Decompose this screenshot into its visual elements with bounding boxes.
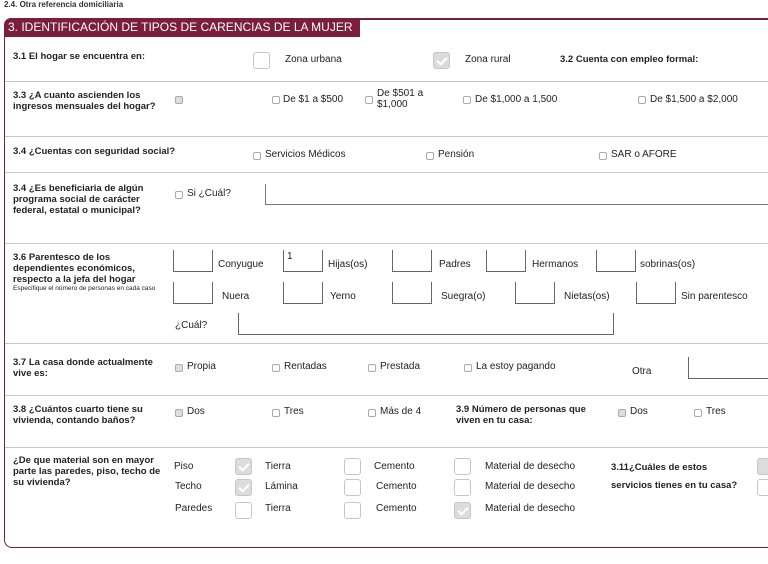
income-option-1: De $1 a $500 [283,94,344,105]
which-label: ¿Cuál? [175,320,208,331]
spouse-label: Conyugue [218,259,264,270]
no-relation-count-input[interactable] [636,282,676,304]
grandchildren-label: Nietas(os) [564,291,610,302]
rooms-three-checkbox[interactable] [272,409,280,417]
urban-zone-label: Zona urbana [285,54,342,65]
roof-label: Techo [175,481,202,492]
medical-services-checkbox[interactable] [253,152,261,160]
program-yes-checkbox[interactable] [175,191,183,199]
question-program-label: 3.4 ¿Es beneficiaria de algún programa social de carácter federal, estatal o municipal? [13,183,144,216]
which-relation-input[interactable] [238,313,614,335]
question-3-2-label: 3.2 Cuenta con empleo formal: [560,54,699,65]
roof-cement-label: Cemento [376,481,417,492]
divider [5,343,768,344]
walls-cement-label: Cemento [376,503,417,514]
house-other-label: Otra [632,366,652,377]
rooms-two-label: Dos [187,406,205,417]
daughter-in-law-count-input[interactable] [173,282,213,304]
question-3-7-label: 3.7 La casa donde actualmente vive es: [13,357,153,379]
income-checkbox-1[interactable] [272,96,280,104]
no-relation-label: Sin parentesco [681,291,748,302]
check-icon [238,481,249,492]
section-title: 3. IDENTIFICACIÓN DE TIPOS DE CARENCIAS DE LA MUJER [4,18,360,37]
question-3-3-label: 3.3 ¿A cuanto ascienden los ingresos mensuales del hogar? [13,90,156,112]
nephews-count-input[interactable] [596,250,636,272]
divider [5,81,768,82]
walls-waste-checkbox[interactable] [454,502,471,519]
income-option-4: De $1,500 a $2,000 [650,94,738,105]
house-rented-checkbox[interactable] [272,364,280,372]
people-two-label: Dos [630,406,648,417]
question-3-6-text: 3.6 Parentesco de los dependientes económicos, respecto a la jefa del hogar [13,252,136,285]
roof-sheet-label: Lámina [265,481,298,492]
grandchildren-count-input[interactable] [515,282,555,304]
service-2-checkbox[interactable] [757,479,768,496]
rural-zone-label: Zona rural [465,54,511,65]
house-lent-label: Prestada [380,361,421,372]
check-icon [238,460,249,471]
roof-waste-label: Material de desecho [485,481,576,492]
question-3-6-note: Especifique el número de personas en cada caso [13,285,156,292]
question-3-8-label: 3.8 ¿Cuántos cuarto tiene su vivienda, contando baños? [13,404,143,426]
son-in-law-label: Yerno [330,291,356,302]
income-checkbox-4[interactable] [638,96,646,104]
walls-label: Paredes [175,503,213,514]
question-3-1-label: 3.1 El hogar se encuentra en: [13,51,145,62]
divider [5,243,768,244]
walls-dirt-checkbox[interactable] [235,502,252,519]
divider [5,447,768,448]
house-paying-label: La estoy pagando [476,361,556,372]
program-which-input[interactable] [265,184,768,205]
roof-cement-checkbox[interactable] [344,479,361,496]
question-3-9-label: 3.9 Número de personas que viven en tu casa: [456,404,586,426]
rooms-three-label: Tres [284,406,304,417]
income-checkbox-2[interactable] [365,96,373,104]
previous-section-label: 2.4. Otra referencia domiciliaria [4,0,124,9]
walls-cement-checkbox[interactable] [344,502,361,519]
rural-zone-checkbox[interactable] [433,52,450,69]
parents-count-input[interactable] [392,250,432,272]
income-checkbox-0[interactable] [175,96,183,104]
house-own-label: Propia [187,361,216,372]
medical-services-label: Servicios Médicos [265,149,346,160]
house-lent-checkbox[interactable] [368,364,376,372]
people-three-label: Tres [706,406,726,417]
floor-waste-label: Material de desecho [485,461,576,472]
children-count-input[interactable]: 1 [283,250,323,272]
rooms-more-label: Más de 4 [380,406,422,417]
house-own-checkbox[interactable] [175,364,183,372]
son-in-law-count-input[interactable] [283,282,323,304]
question-3-11-label: 3.11¿Cuáles de estos servicios tienes en tu casa? [611,462,738,491]
in-laws-label: Suegra(o) [441,291,486,302]
floor-label: Piso [174,461,194,472]
program-input-underline [265,204,768,205]
roof-sheet-checkbox[interactable] [235,479,252,496]
parents-label: Padres [439,259,471,270]
siblings-label: Hermanos [532,259,579,270]
floor-cement-checkbox[interactable] [344,458,361,475]
income-option-2: De $501 a $1,000 [377,88,424,110]
pension-checkbox[interactable] [426,152,434,160]
floor-cement-label: Cemento [374,461,415,472]
question-3-10-label: ¿De que material son en mayor parte las paredes, piso, techo de su vivienda? [13,455,161,488]
walls-dirt-label: Tierra [265,503,291,514]
income-option-3: De $1,000 a 1,500 [475,94,558,105]
question-3-6-label [13,252,173,292]
daughter-in-law-label: Nuera [222,291,250,302]
roof-waste-checkbox[interactable] [454,479,471,496]
siblings-count-input[interactable] [486,250,526,272]
program-yes-label: Si ¿Cuál? [187,188,231,199]
sar-afore-label: SAR o AFORE [611,149,677,160]
check-icon [457,504,468,515]
divider [5,395,768,396]
pension-label: Pensión [438,149,475,160]
people-three-checkbox[interactable] [694,409,702,417]
urban-zone-checkbox[interactable] [253,52,270,69]
header-rule [360,18,768,20]
check-icon [436,54,447,65]
walls-waste-label: Material de desecho [485,503,576,514]
floor-waste-checkbox[interactable] [454,458,471,475]
children-label: Hijas(os) [328,259,368,270]
rooms-more-checkbox[interactable] [368,409,376,417]
floor-dirt-checkbox[interactable] [235,458,252,475]
question-3-4-label: 3.4 ¿Cuentas con seguridad social? [13,146,176,157]
in-laws-count-input[interactable] [392,282,432,304]
divider [5,172,768,173]
service-1-checkbox[interactable] [757,458,768,475]
people-two-checkbox[interactable] [618,409,626,417]
spouse-count-input[interactable] [173,250,213,272]
rooms-two-checkbox[interactable] [175,409,183,417]
income-checkbox-3[interactable] [463,96,471,104]
house-rented-label: Rentadas [284,361,327,372]
floor-dirt-label: Tierra [265,461,291,472]
sar-afore-checkbox[interactable] [599,152,607,160]
divider [5,136,768,137]
house-paying-checkbox[interactable] [464,364,472,372]
house-other-input[interactable] [688,357,768,379]
nephews-label: sobrinas(os) [640,259,696,270]
